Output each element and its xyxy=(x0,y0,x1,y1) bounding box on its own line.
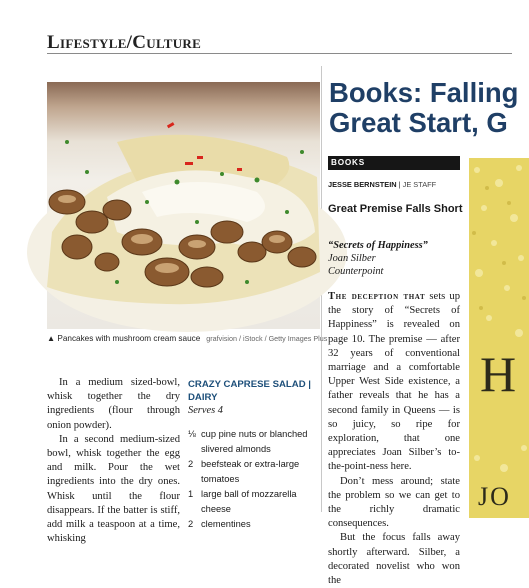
ingredient-name: clementines xyxy=(201,519,251,529)
ingredient-item xyxy=(188,517,323,532)
ingredient-name: beefsteak or extra-large tomatoes xyxy=(201,459,300,484)
cover-author-letters: JO xyxy=(478,482,511,511)
byline: JESSE BERNSTEIN | JE STAFF xyxy=(328,180,437,189)
caption-text: ▲ Pancakes with mushroom cream sauce xyxy=(47,334,201,343)
instruction-paragraph: In a second medium-sized bowl, whisk together the egg and milk. Pour the wet ingredients into the dry ones. Whisk until the flour disappears. If the batter is stiff, add milk a teaspoon at a time, whisking xyxy=(47,433,180,545)
photo-credit: grafvision / iStock / Getty Images Plus xyxy=(206,334,328,343)
author-role: JE STAFF xyxy=(402,180,437,189)
book-author: Joan Silber xyxy=(328,253,376,265)
ingredient-qty: ⅛ xyxy=(188,429,196,439)
ingredient-item xyxy=(188,427,323,457)
article-body xyxy=(328,290,460,588)
ingredient-item xyxy=(188,457,323,487)
recipe-box xyxy=(188,378,323,532)
cover-pattern xyxy=(469,158,529,518)
photo-caption xyxy=(47,334,328,343)
ingredient-qty: 2 xyxy=(188,459,194,469)
headline-line: Great Start, G xyxy=(329,107,508,138)
lead-in: The deception that xyxy=(328,291,426,302)
recipe-instructions xyxy=(47,376,180,546)
food-photo xyxy=(47,82,320,329)
headline-line: Books: Falling xyxy=(329,77,519,108)
paragraph-text: sets up the story of “Secrets of Happiness” is revealed on page 10. The premise — after 32 years of conventional marriage and a comfortable Upper West Side existence, a father reveals that he has a second family in Queens — is so juicy, so ripe for exploration, that one appreciates Joan Silber’s to-the-point-ness here. xyxy=(328,291,460,473)
book-publisher: Counterpoint xyxy=(328,266,384,278)
article-headline xyxy=(329,78,519,138)
instruction-paragraph: In a medium sized-bowl, whisk together the dry ingredients (flour through onion powder). xyxy=(47,377,180,431)
book-title: “Secrets of Happiness” xyxy=(328,240,428,251)
ingredient-name: large ball of mozzarella cheese xyxy=(201,489,297,514)
ingredient-qty: 1 xyxy=(188,489,194,499)
section-header: Lifestyle/Culture xyxy=(47,32,202,53)
section-tag: BOOKS xyxy=(328,156,460,170)
pancake-image xyxy=(47,82,320,329)
book-cover xyxy=(469,158,529,518)
ingredient-name: cup pine nuts or blanched slivered almonds xyxy=(201,429,308,454)
header-rule xyxy=(47,53,512,54)
ingredient-qty: 2 xyxy=(188,519,194,529)
recipe-serves: Serves 4 xyxy=(188,405,223,416)
ingredient-item xyxy=(188,487,323,517)
article-paragraph xyxy=(328,290,460,475)
author-name: JESSE BERNSTEIN xyxy=(328,180,397,189)
ingredient-list xyxy=(188,427,323,532)
recipe-title: CRAZY CAPRESE SALAD | DAIRY xyxy=(188,379,311,403)
book-info xyxy=(328,239,463,279)
cover-letter: H xyxy=(480,346,517,402)
article-subhead: Great Premise Falls Short xyxy=(328,203,463,215)
article-paragraph: Don’t mess around; state the problem so we can get to the richly dramatic consequences. xyxy=(328,475,460,530)
article-paragraph: But the focus falls away shortly afterward. Silber, a decorated novelist who won the xyxy=(328,532,460,587)
